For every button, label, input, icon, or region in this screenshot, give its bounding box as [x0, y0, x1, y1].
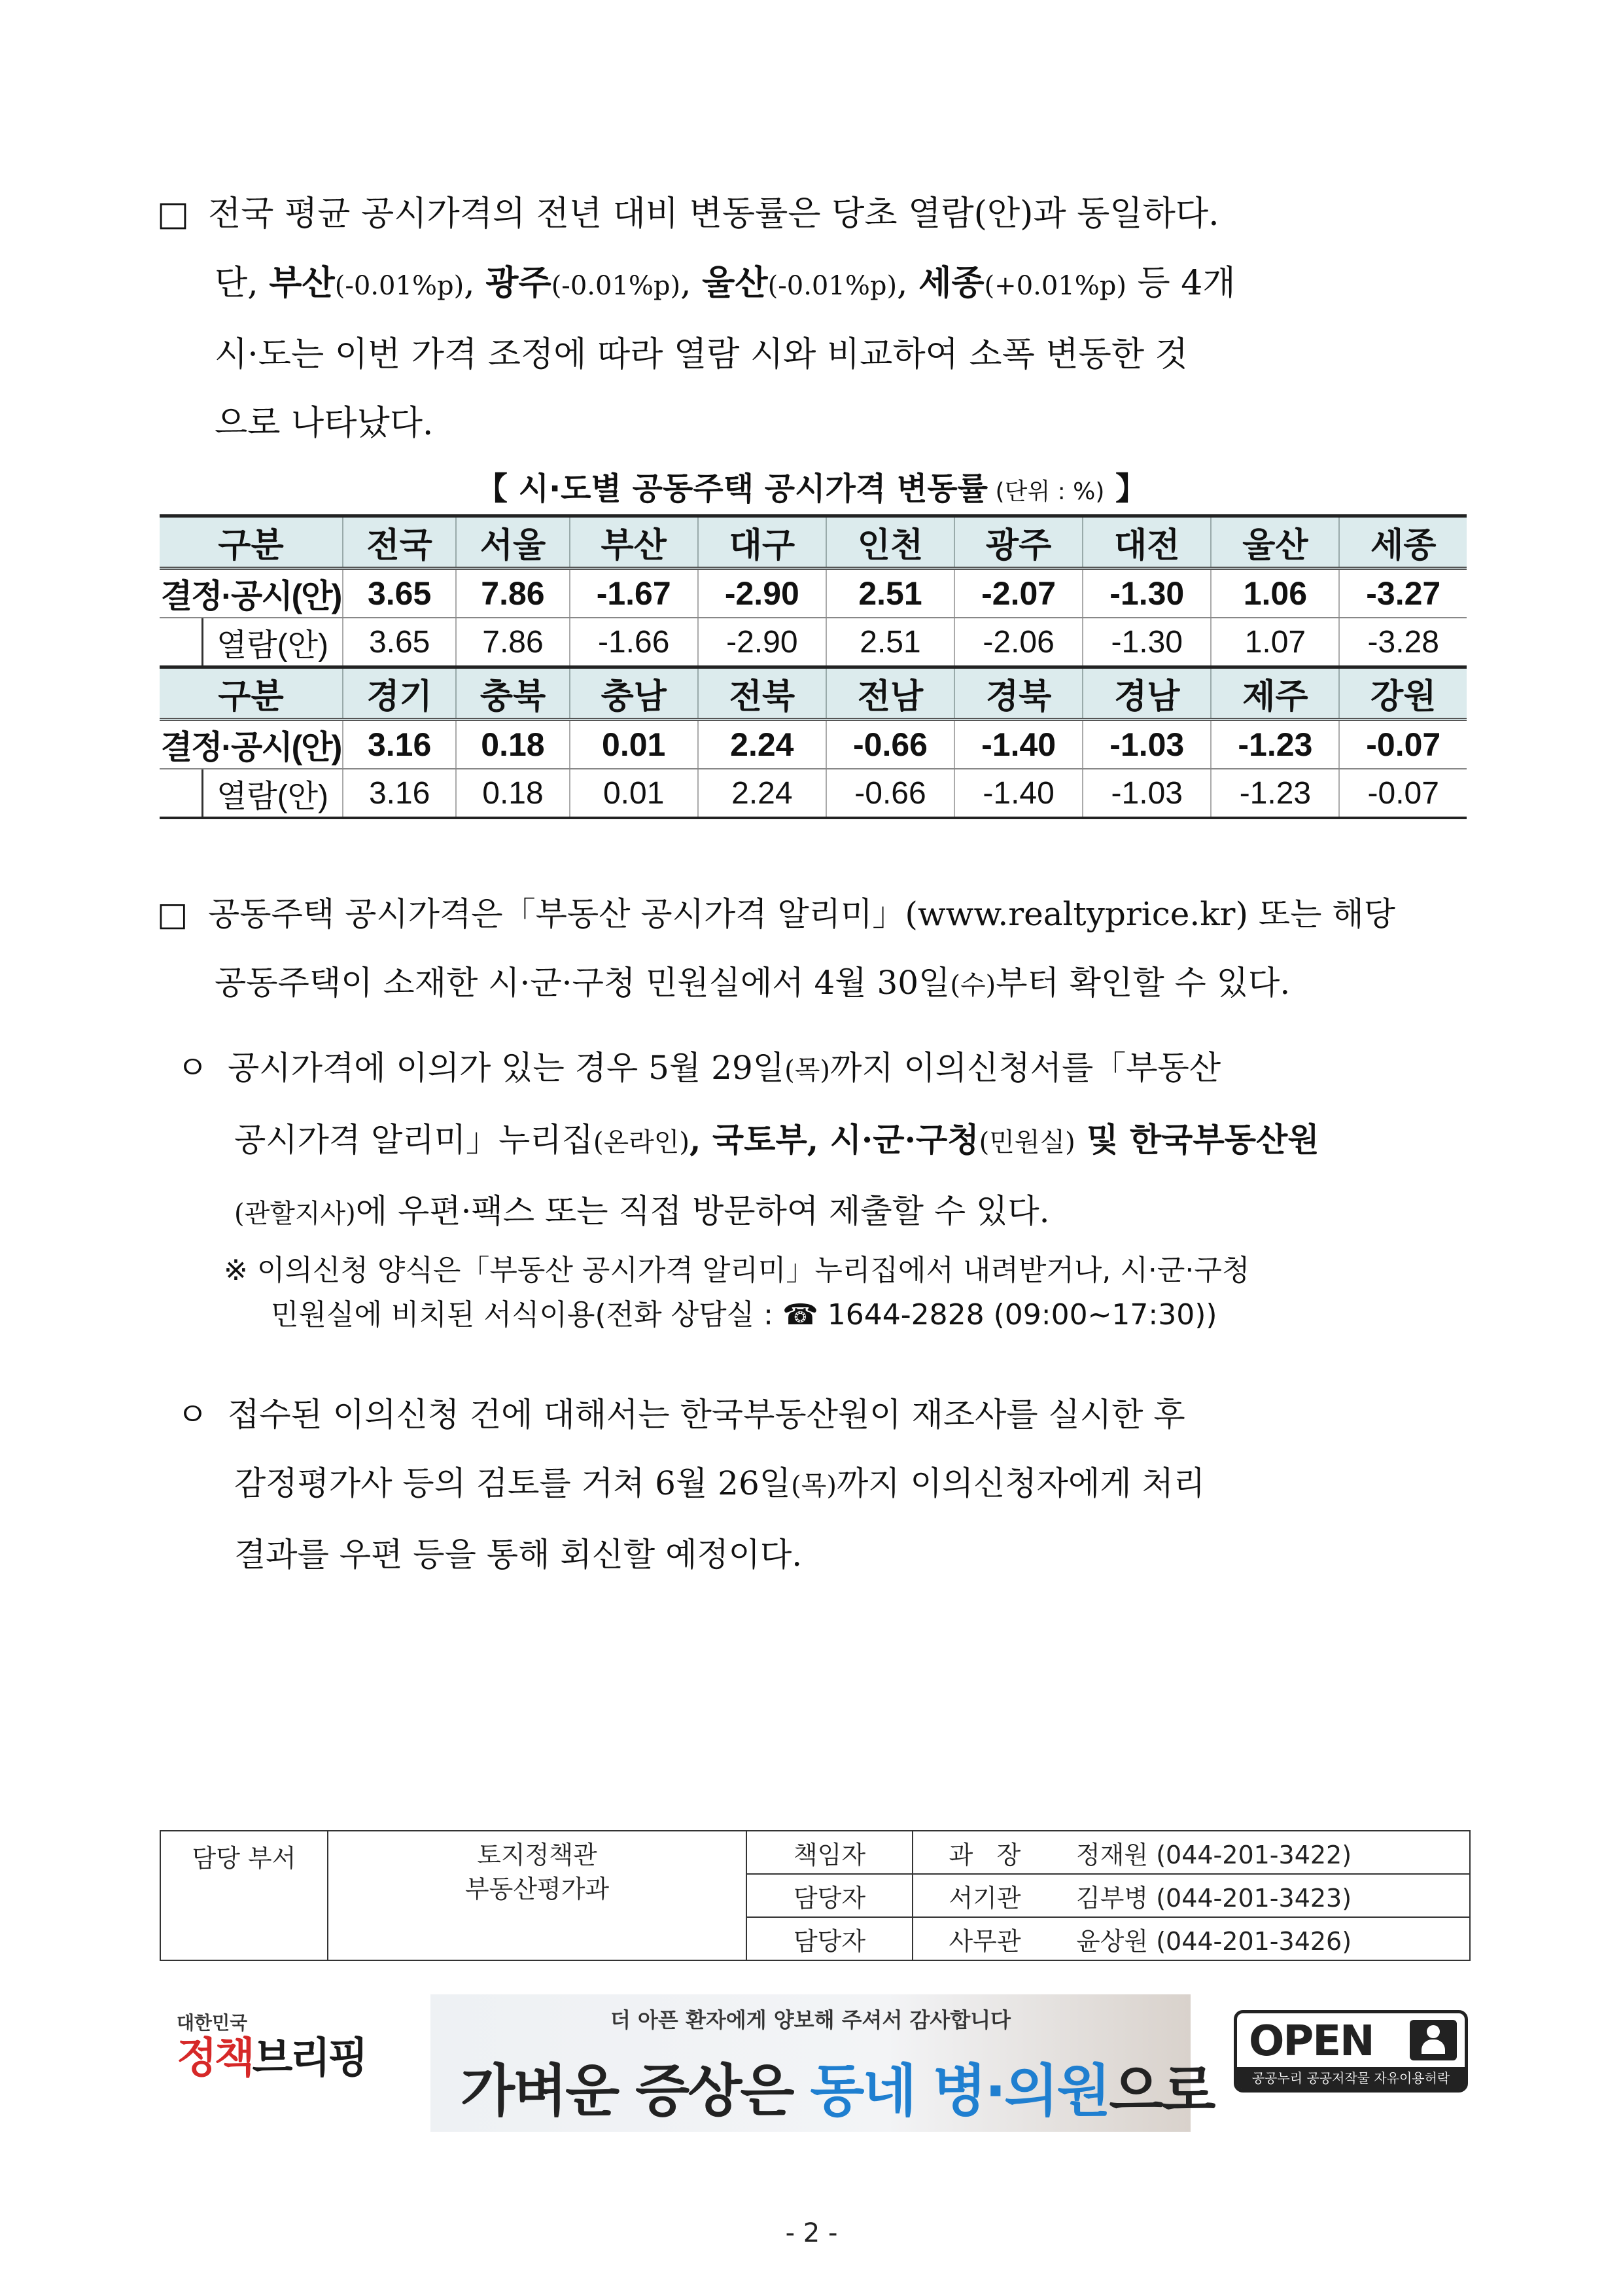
- contact-rank: 사무관: [913, 1917, 1056, 1960]
- phone-icon: ☎: [782, 1298, 818, 1332]
- preview-value: 0.18: [456, 769, 569, 818]
- region-header: 세종: [1339, 516, 1467, 569]
- para1-line3: 시·도는 이번 가격 조정에 따라 열람 시와 비교하여 소폭 변동한 것: [215, 335, 1188, 374]
- bullet-circle-icon: ㅇ: [177, 1049, 209, 1087]
- final-row: [160, 569, 1467, 618]
- row-label: 결정·공시(안): [160, 720, 343, 769]
- bullet-square-icon: □: [157, 194, 190, 234]
- preview-value: 1.07: [1211, 618, 1339, 667]
- region-header: 전북: [698, 667, 826, 720]
- final-value: -2.07: [954, 569, 1083, 618]
- contact-name: 윤상원 (044-201-3426): [1056, 1917, 1470, 1960]
- final-value: 2.51: [826, 569, 954, 618]
- region-header: 강원: [1339, 667, 1467, 720]
- final-value: -0.07: [1339, 720, 1467, 769]
- preview-row: [160, 618, 1467, 667]
- region-header: 대전: [1083, 516, 1211, 569]
- preview-value: -1.40: [954, 769, 1083, 818]
- contact-table: [160, 1830, 1471, 1961]
- banner-title: 가벼운 증상은 동네 병·의원으로: [461, 2058, 1214, 2124]
- para3-line3: (관할지사)에 우편·팩스 또는 직접 방문하여 제출할 수 있다.: [234, 1192, 1050, 1230]
- table-caption: 【 시·도별 공동주택 공시가격 변동률 (단위 : %) 】: [476, 470, 1147, 507]
- open-license-badge: [1234, 2010, 1468, 2093]
- final-row: [160, 720, 1467, 769]
- preview-value: 2.24: [698, 769, 826, 818]
- final-value: -1.40: [954, 720, 1083, 769]
- contact-rank: 과 장: [913, 1831, 1056, 1874]
- page-number: - 2 -: [785, 2218, 838, 2248]
- header-label: 구분: [160, 667, 343, 720]
- preview-value: -1.03: [1083, 769, 1211, 818]
- person-icon: [1410, 2020, 1457, 2060]
- final-value: -1.30: [1083, 569, 1211, 618]
- preview-value: 3.65: [343, 618, 456, 667]
- dept-unit: 토지정책관 부동산평가과: [328, 1831, 746, 1960]
- region-header: 경남: [1083, 667, 1211, 720]
- contact-name: 정재원 (044-201-3422): [1056, 1831, 1470, 1874]
- preview-value: 0.01: [570, 769, 698, 818]
- policy-briefing-logo: 대한민국 정책브리핑: [177, 2012, 366, 2083]
- final-value: 2.24: [698, 720, 826, 769]
- preview-value: -1.23: [1211, 769, 1339, 818]
- paragraph-check-price: [157, 880, 1472, 1020]
- bullet-square-icon: □: [157, 895, 188, 933]
- row-label: 열람(안): [160, 769, 343, 818]
- para3-line2: 공시가격 알리미」누리집(온라인), 국토부, 시·군·구청(민원실) 및 한국부동산원: [234, 1120, 1319, 1159]
- table-unit: (단위 : %): [988, 478, 1105, 505]
- note-line2: 민원실에 비치된 서식이용(전화 상담실 : ☎ 1644-2828 (09:00~17:30)): [271, 1298, 1217, 1332]
- contact-name: 김부병 (044-201-3423): [1056, 1874, 1470, 1917]
- contact-role: 담당자: [746, 1874, 913, 1917]
- table-header-row: [160, 516, 1467, 569]
- region-header: 경기: [343, 667, 456, 720]
- region-header: 충남: [570, 667, 698, 720]
- final-value: 0.01: [570, 720, 698, 769]
- para1-line1: □ 전국 평균 공시가격의 전년 대비 변동률은 당초 열람(안)과 동일하다.: [157, 180, 1472, 249]
- preview-value: -2.90: [698, 618, 826, 667]
- preview-value: 2.51: [826, 618, 954, 667]
- region-header: 부산: [570, 516, 698, 569]
- table-header-row: [160, 667, 1467, 720]
- region-header: 전남: [826, 667, 954, 720]
- final-value: 3.16: [343, 720, 456, 769]
- final-value: -1.23: [1211, 720, 1339, 769]
- row-label: 결정·공시(안): [160, 569, 343, 618]
- contact-role: 담당자: [746, 1917, 913, 1960]
- region-header: 광주: [954, 516, 1083, 569]
- preview-value: -0.07: [1339, 769, 1467, 818]
- region-header: 경북: [954, 667, 1083, 720]
- para3-line1: ㅇ 공시가격에 이의가 있는 경우 5월 29일(목)까지 이의신청서를「부동산: [177, 1034, 1472, 1105]
- region-header: 대구: [698, 516, 826, 569]
- para1-line2: 단, 부산(-0.01%p), 광주(-0.01%p), 울산(-0.01%p), 세종(+0.01%p) 등 4개: [215, 263, 1236, 303]
- final-value: 7.86: [456, 569, 569, 618]
- preview-value: 3.16: [343, 769, 456, 818]
- para4-line3: 결과를 우편 등을 통해 회신할 예정이다.: [234, 1536, 803, 1574]
- preview-row: [160, 769, 1467, 818]
- campaign-banner: [430, 1994, 1214, 2132]
- region-header: 서울: [456, 516, 569, 569]
- para2-line2: 공동주택이 소재한 시·군·구청 민원실에서 4월 30일(수)부터 확인할 수 있다.: [215, 964, 1291, 1002]
- region-header: 전국: [343, 516, 456, 569]
- paragraph-objection: [177, 1034, 1472, 1248]
- para4-line1: ㅇ 접수된 이의신청 건에 대해서는 한국부동산원이 재조사를 실시한 후: [177, 1381, 1472, 1449]
- region-header: 충북: [456, 667, 569, 720]
- contact-rank: 서기관: [913, 1874, 1056, 1917]
- final-value: -3.27: [1339, 569, 1467, 618]
- region-header: 제주: [1211, 667, 1339, 720]
- preview-value: -1.66: [570, 618, 698, 667]
- final-value: 1.06: [1211, 569, 1339, 618]
- para2-line1: □ 공동주택 공시가격은「부동산 공시가격 알리미」(www.realtyprice.kr) 또는 해당: [157, 880, 1472, 949]
- open-logo-text: OPEN: [1249, 2017, 1374, 2066]
- bullet-circle-icon: ㅇ: [177, 1396, 209, 1434]
- final-value: -1.67: [570, 569, 698, 618]
- note-form: [224, 1248, 1473, 1337]
- final-value: -2.90: [698, 569, 826, 618]
- dept-label: 담당 부서: [160, 1831, 328, 1960]
- paragraph-change-rate: [157, 180, 1472, 458]
- region-header: 인천: [826, 516, 954, 569]
- change-rate-table: [160, 514, 1467, 819]
- final-value: -0.66: [826, 720, 954, 769]
- banner-subtitle: 더 아픈 환자에게 양보해 주셔서 감사합니다: [610, 2007, 1011, 2032]
- final-value: 0.18: [456, 720, 569, 769]
- region-header: 울산: [1211, 516, 1339, 569]
- contact-row: [160, 1831, 1470, 1874]
- final-value: -1.03: [1083, 720, 1211, 769]
- contact-role: 책임자: [746, 1831, 913, 1874]
- preview-value: -3.28: [1339, 618, 1467, 667]
- note-line1: ※ 이의신청 양식은「부동산 공시가격 알리미」누리집에서 내려받거나, 시·군·구청: [224, 1254, 1250, 1287]
- para4-line2: 감정평가사 등의 검토를 거쳐 6월 26일(목)까지 이의신청자에게 처리: [234, 1464, 1206, 1502]
- preview-value: -0.66: [826, 769, 954, 818]
- preview-value: -2.06: [954, 618, 1083, 667]
- preview-value: 7.86: [456, 618, 569, 667]
- para1-line4: 으로 나타났다.: [215, 404, 434, 443]
- open-license-caption: 공공누리 공공저작물 자유이용허락: [1237, 2067, 1465, 2089]
- final-value: 3.65: [343, 569, 456, 618]
- preview-value: -1.30: [1083, 618, 1211, 667]
- row-label: 열람(안): [160, 618, 343, 667]
- header-label: 구분: [160, 516, 343, 569]
- paragraph-reply: [177, 1381, 1472, 1589]
